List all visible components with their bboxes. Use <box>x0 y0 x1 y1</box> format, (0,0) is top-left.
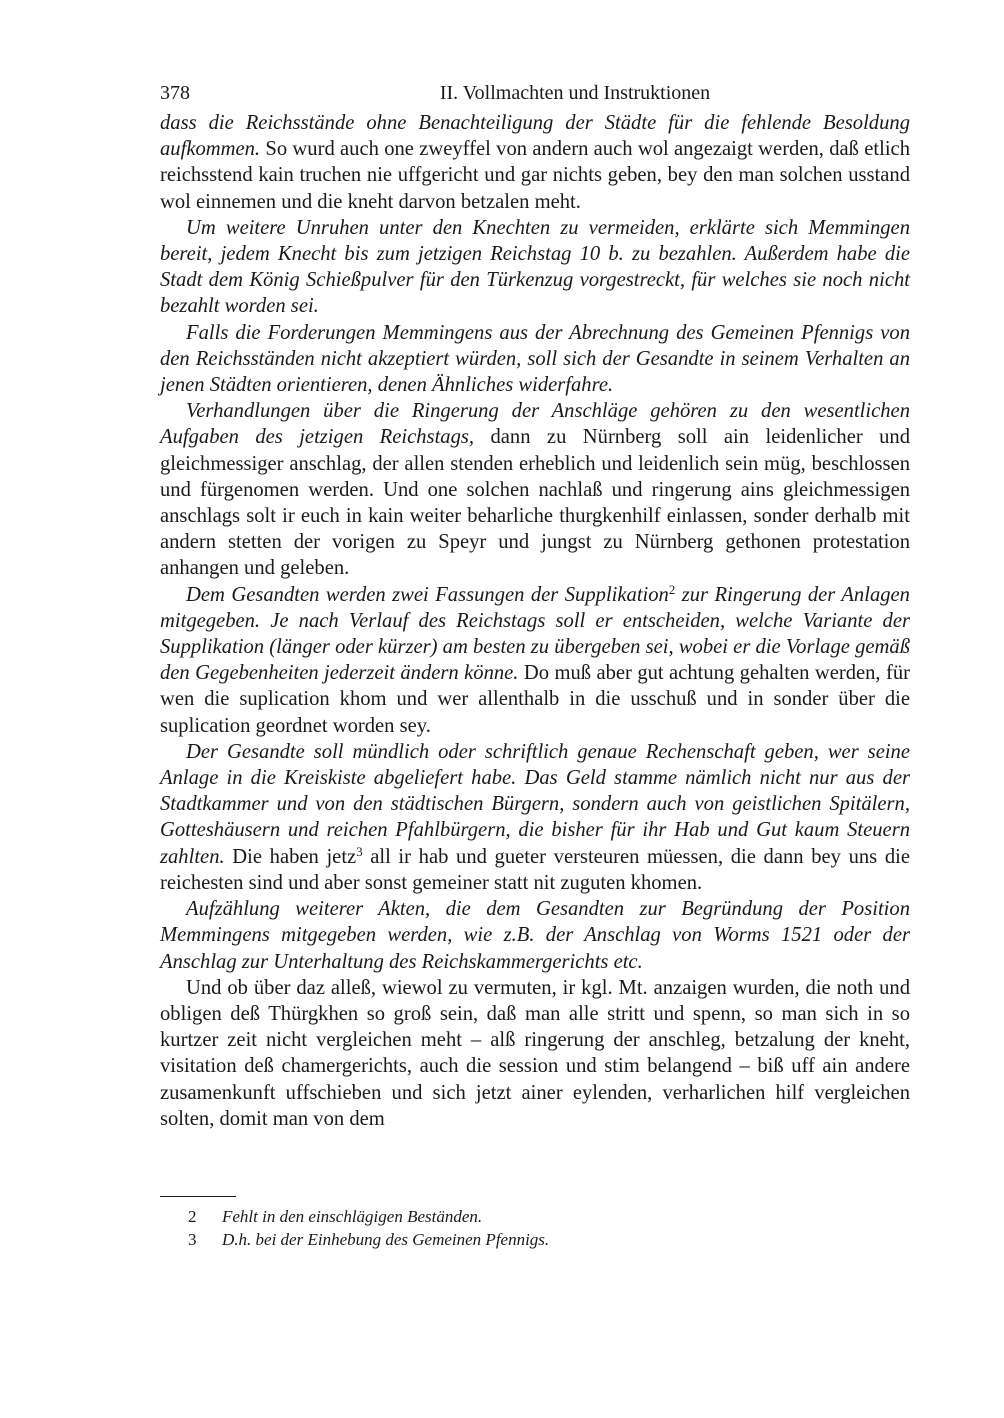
source-quote-text: Die haben jetz <box>224 845 357 868</box>
footnote <box>160 1205 910 1228</box>
editorial-summary-text: Dem Gesandten werden zwei Fassungen der Supplikation <box>186 583 669 606</box>
footnote-list <box>160 1205 910 1251</box>
source-quote-text: dann zu Nürnberg soll ain leidenlicher und gleichmessiger anschlag, der allen stenden erheblich und leidenlich sein müg, beschlossen und fürgenomen werden. Und one solchen nachlaß und ringerung ains gleichmessigen anschlags solt ir euch in kain weiter beharliche thurgkenhilf einlassen, sonder derhalb mit andern stetten der vorigen zu Speyr und jungst zu Nürnberg gethonen protestation anhangen und geleben. <box>160 426 910 580</box>
paragraph <box>160 398 910 581</box>
running-title: II. Vollmachten und Instruktionen <box>439 82 711 104</box>
page-number: 378 <box>160 82 190 104</box>
footnote <box>160 1228 910 1251</box>
source-quote-text: all ir hab und gueter versteuren müessen, die dann bey uns die reichesten sind und aber sonst gemeiner statt nit zuguten khomen. <box>160 845 910 894</box>
body-text <box>160 110 910 1132</box>
footnote-rule <box>160 1196 236 1197</box>
paragraph <box>160 320 910 399</box>
source-quote-text: Do muß aber gut achtung gehalten werden, für wen die suplication khom und wer allenthalb in die usschuß und in sonder über die suplication geordnet worden sey. <box>160 662 911 737</box>
page-content <box>160 78 910 1132</box>
page-header <box>160 78 910 110</box>
editorial-summary-text: Aufzählung weiterer Akten, die dem Gesandten zur Begründung der Position Memmingens mitgegeben werden, wie z.B. der Anschlag von Worms 1521 oder der Anschlag zur Unterhaltung des Reichskammergerichts etc. <box>160 898 910 973</box>
footnote-number: 3 <box>188 1230 197 1249</box>
editorial-summary-text: Um weitere Unruhen unter den Knechten zu vermeiden, erklärte sich Memmingen bereit, jedem Knecht bis zum jetzigen Reichstag 10 b. zu bezahlen. Außerdem habe die Stadt dem König Schießpulver für den Türkenzug vorgestreckt, für welches sie noch nicht bezahlt worden sei. <box>160 216 910 318</box>
source-quote-text: Und ob über daz alleß, wiewol zu vermuten, ir kgl. Mt. anzaigen wurden, die noth und obligen deß Thürgkhen so groß sein, daß man alle stritt und spenn, so man sich in so kurtzer zeit nicht vergleichen meht – alß ringerung der anschleg, betzalung der kneht, visitation deß chamergerichts, auch die session und stim belangend – biß uff ain andere zusamenkunft uffschieben und sich jetzt ainer eylenden, verharlichen hilf vergleichen solten, domit man von dem <box>160 976 910 1130</box>
editorial-summary-text: dass die Reichsstände ohne Benachteiligung der Städte für die fehlende Besoldung aufkommen. <box>160 112 910 161</box>
source-quote-text: So wurd auch one zweyffel von andern auch wol angezaigt werden, daß etlich reichsstend kain truchen nie uffgericht und gar nichts geben, bey den man solchen usstand wol einnemen und die kneht darvon betzalen meht. <box>160 138 910 213</box>
footnote-marker[interactable]: 2 <box>668 582 676 597</box>
editorial-summary-text: Verhandlungen über die Ringerung der Anschläge gehören zu den wesentlichen Aufgaben des jetzigen Reichstags, <box>160 400 910 449</box>
footnotes <box>160 1196 910 1251</box>
footnote-number: 2 <box>188 1207 197 1226</box>
footnote-text: Fehlt in den einschlägigen Beständen. <box>222 1207 483 1226</box>
editorial-summary-text: Der Gesandte soll mündlich oder schriftlich genaue Rechenschaft geben, wer seine Anlage in die Kreiskiste abgeliefert habe. Das Geld stamme nämlich nicht nur aus der Stadtkammer und von den städtischen Bürgern, sondern auch von geistlichen Spitälern, Gotteshäusern und reichen Pfahlbürgern, die bisher für ihr Hab und Gut kaum Steuern zahlten. <box>160 740 910 868</box>
paragraph <box>160 215 910 320</box>
editorial-summary-text: Falls die Forderungen Memmingens aus der Abrechnung des Gemeinen Pfennigs von den Reichsständen nicht akzeptiert würden, soll sich der Gesandte in seinem Verhalten an jenen Städten orientieren, denen Ähnliches widerfahre. <box>160 321 910 397</box>
footnote-marker[interactable]: 3 <box>356 844 363 859</box>
paragraph <box>160 739 910 896</box>
editorial-summary-text: zur Ringerung der Anlagen mitgegeben. Je nach Verlauf des Reichstags soll er entscheiden, welche Variante der Supplikation (länger oder kürzer) am besten zu übergeben sei, wobei er die Vorlage gemäß den Gegebenheiten jederzeit ändern könne. <box>160 583 910 685</box>
paragraph <box>160 582 910 739</box>
paragraph <box>160 896 910 975</box>
paragraph <box>160 975 910 1132</box>
paragraph <box>160 110 910 215</box>
footnote-text: D.h. bei der Einhebung des Gemeinen Pfennigs. <box>222 1230 550 1249</box>
